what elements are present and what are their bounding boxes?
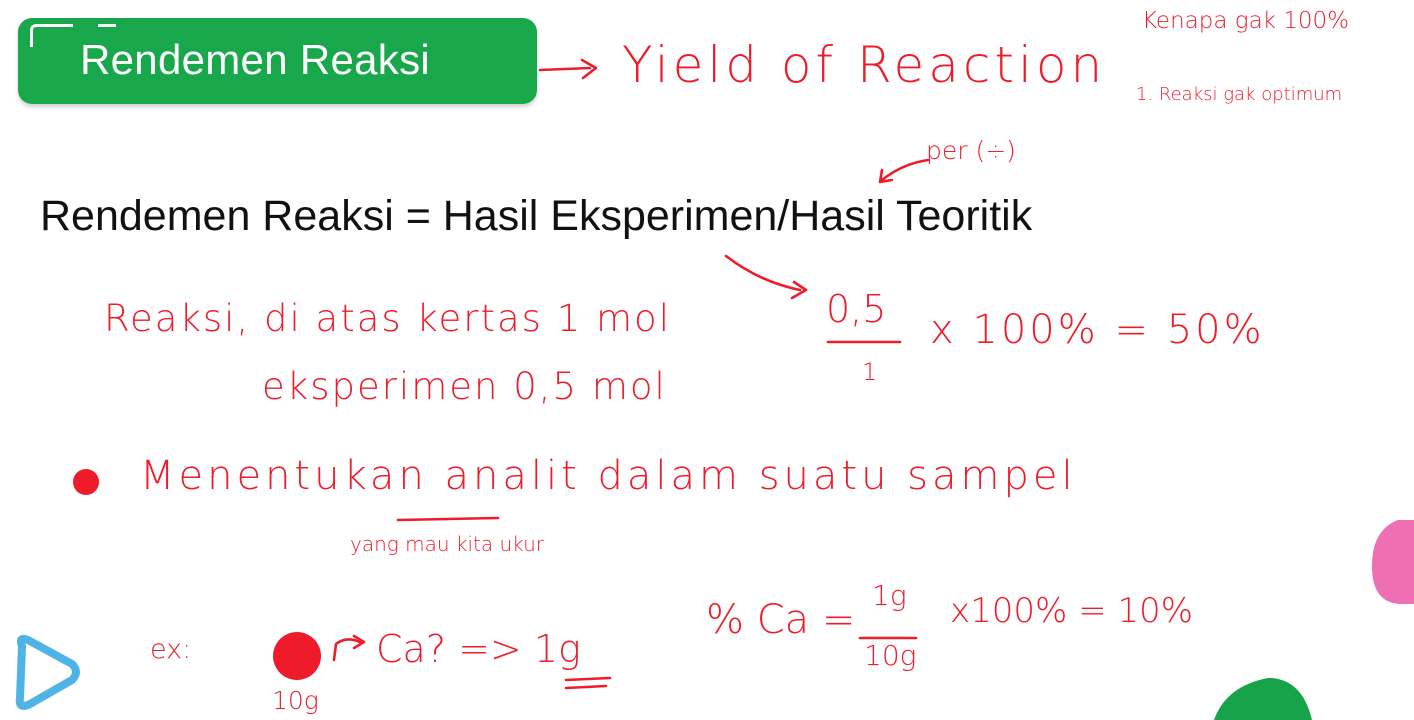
yield-formula: Rendemen Reaksi = Hasil Eksperimen/Hasil Teoritik	[40, 192, 1033, 240]
slide-title: Rendemen Reaksi	[80, 36, 431, 83]
percent-label: % Ca =	[706, 597, 856, 643]
bullet-dot	[73, 469, 99, 495]
pink-blob-decoration	[1372, 520, 1414, 604]
why-question: Kenapa gak 100%	[1142, 8, 1350, 34]
formula-arrow-line	[726, 256, 800, 290]
mass-underline-2	[566, 686, 606, 688]
yield-arrow-line	[540, 68, 590, 70]
percent-result: x100% = 10%	[950, 591, 1193, 631]
fraction-numerator: 0,5	[826, 287, 887, 331]
green-blob-decoration	[1214, 678, 1312, 720]
example-line-1: Reaksi, di atas kertas 1 mol	[104, 297, 671, 340]
example-line-2: eksperimen 0,5 mol	[262, 365, 667, 408]
sample-mass: 10g	[272, 686, 319, 715]
sample-arrow-line	[334, 639, 360, 660]
sample-dot	[273, 632, 321, 680]
bullet-text: Menentukan analit dalam suatu sampel	[140, 453, 1077, 499]
ex-label: ex:	[150, 634, 192, 665]
fraction-denominator: 1	[862, 358, 878, 386]
sample-ca: Ca? => 1g	[376, 627, 581, 671]
analit-underline	[398, 518, 498, 520]
percent-denominator: 10g	[864, 639, 917, 672]
reason-1: 1. Reaksi gak optimum	[1136, 84, 1343, 105]
yield-translation: Yield of Reaction	[622, 36, 1107, 94]
per-note: per (÷)	[926, 136, 1016, 165]
mass-underline-1	[566, 678, 610, 680]
play-logo	[20, 639, 76, 706]
fraction-result: x 100% = 50%	[930, 307, 1265, 353]
per-arrow-line	[882, 160, 928, 180]
percent-numerator: 1g	[872, 579, 907, 612]
analit-note: yang mau kita ukur	[350, 532, 545, 556]
